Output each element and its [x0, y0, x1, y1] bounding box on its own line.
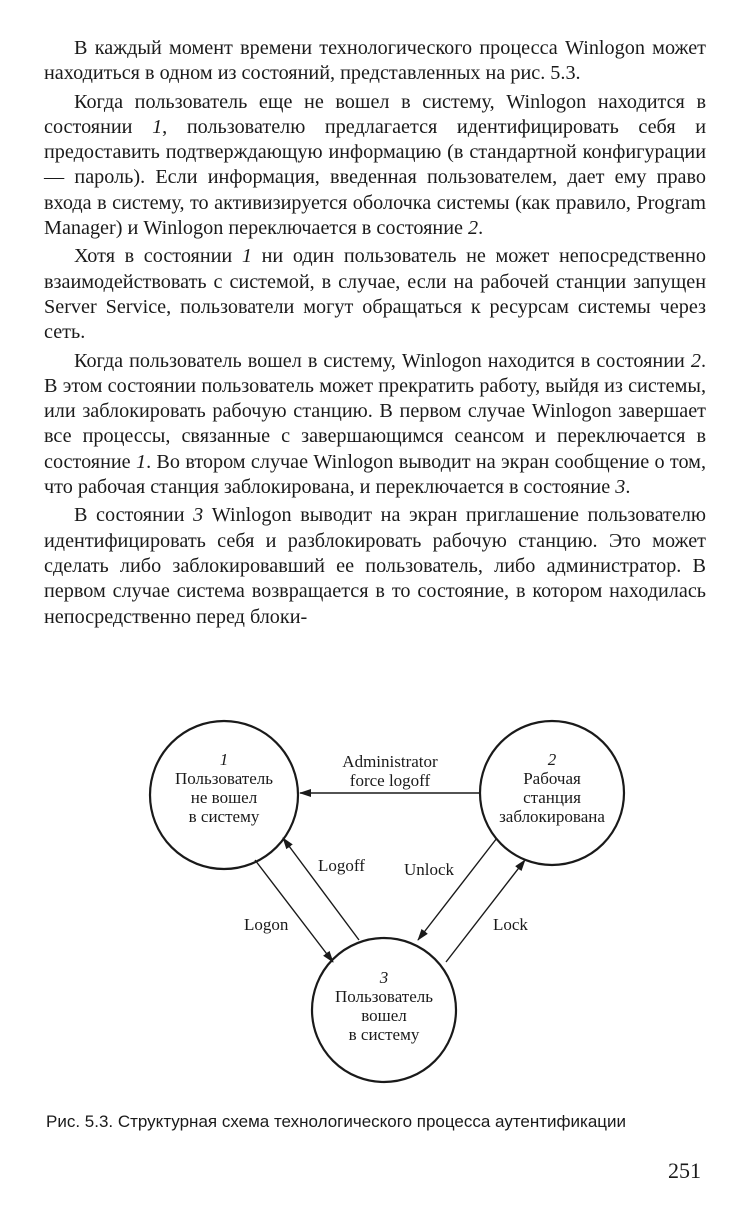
edge-label-lock: Lock [493, 915, 528, 934]
paragraph [44, 36, 706, 87]
state-text-line: не вошел [190, 788, 258, 807]
state-reference: 1 [152, 115, 163, 138]
paragraph [44, 244, 706, 345]
edge-label-line: Administrator [342, 752, 438, 771]
paragraph-text: ни один пользователь не может непосредственно взаимодействовать с системой, в случае, если на рабочей станции запущен Server Service, пользователи могут обращаться к ресурсам системы через сеть. [44, 245, 706, 344]
state-text-line: Рабочая [523, 769, 581, 788]
paragraph-text: Когда пользователь вошел в систему, Winlogon находится в состоянии [74, 349, 691, 372]
page-number: 251 [668, 1158, 701, 1183]
body-text [44, 36, 706, 633]
state-reference: 1 [241, 245, 252, 268]
state-reference: 1 [135, 450, 147, 473]
state-number: 1 [219, 750, 229, 769]
paragraph-text: Когда пользователь еще не вошел в систему, Winlogon находится в состоянии [44, 90, 706, 138]
paragraph-text: В состоянии [74, 504, 194, 527]
edge-label-logoff: Logoff [318, 856, 365, 875]
state-text-line: Пользователь [334, 987, 434, 1006]
edge-unlock [418, 838, 497, 940]
edge-label-admin-logoff [320, 752, 460, 790]
edge-label-line: force logoff [349, 771, 431, 790]
state-text-line: в систему [348, 1025, 420, 1044]
paragraph-text: . [478, 217, 484, 240]
state-reference: 3 [615, 476, 626, 499]
state-text-line: заблокирована [499, 807, 605, 826]
paragraph [44, 349, 706, 501]
edge-logon [255, 860, 333, 962]
state-2-label [487, 750, 617, 826]
state-text-line: Пользователь [174, 769, 274, 788]
state-number: 3 [379, 968, 389, 987]
edge-label-unlock: Unlock [404, 860, 455, 879]
paragraph [44, 90, 706, 242]
edge-lock [446, 860, 525, 962]
state-text-line: в систему [188, 807, 260, 826]
state-reference: 2 [690, 349, 701, 372]
state-diagram [0, 700, 756, 1100]
paragraph-text: . [625, 476, 631, 499]
state-1-label [164, 750, 284, 826]
figure-caption: Рис. 5.3. Структурная схема технологического процесса аутентификации [46, 1112, 627, 1131]
paragraph-text: В каждый момент времени технологического процесса Winlogon может находиться в одном из состояний, представленных на рис. 5.3. [44, 37, 706, 85]
state-reference: 3 [193, 504, 204, 527]
state-reference: 2 [468, 217, 479, 240]
state-3-label [324, 968, 444, 1044]
paragraph-text: Хотя в состоянии [74, 245, 242, 268]
paragraph-text: . Во втором случае Winlogon выводит на экран сообщение о том, что рабочая станция заблокирована, и переключается в состояние [44, 450, 706, 499]
state-text-line: станция [523, 788, 581, 807]
state-number: 2 [547, 750, 557, 769]
paragraph-text: Winlogon выводит на экран приглашение пользователю идентифицировать себя и разблокировать рабочую станцию. Это может сделать либо заблокировавший ее пользователь, либо администратор. В первом случае система возвращается в то состояние, в котором находилась непосредственно перед блоки- [44, 504, 706, 628]
edge-logoff [283, 838, 359, 940]
edge-label-logon: Logon [244, 915, 289, 934]
paragraph-text: , пользователю предлагается идентифицировать себя и предоставить подтверждающую информацию (в стандартной конфигурации — пароль). Если информация, введенная пользователем, дает ему право входа в систему, то активизируется оболочка системы (как правило, Program Manager) и Winlogon переключается в состояние [44, 115, 706, 240]
state-text-line: вошел [361, 1006, 407, 1025]
paragraph [44, 503, 706, 629]
paragraph-text: . В этом состоянии пользователь может прекратить работу, выйдя из системы, или заблокировать рабочую станцию. В первом случае Winlogon завершает все процессы, связанные с завершающимся сеансом и переключается в состояние [44, 349, 706, 473]
